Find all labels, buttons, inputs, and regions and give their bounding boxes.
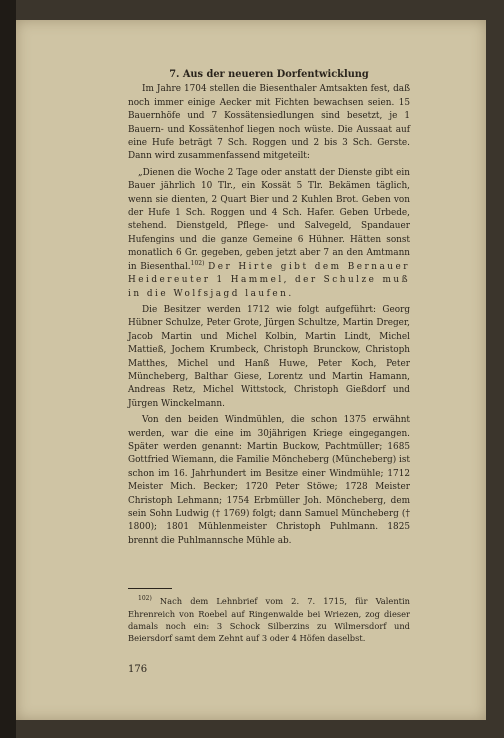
page-content [128,68,410,648]
paragraph-2-quote [128,167,410,301]
paragraph-1: Im Jahre 1704 stellen die Biesenthaler Amtsakten fest, daß noch immer einige Aecker mit Fichten bewachsen seien. 15 Bauernhöfe und 7 Kossätensiedlungen sind besetzt, je 1 Bauern- und Kossätenhof liegen noch wüste. Die Aussaat auf eine Hufe beträgt 7 Sch. Roggen und 2 bis 3 Sch. Gerste. Dann wird zusammenfassend mitgeteilt: [128,84,410,162]
footnote-text: Nach dem Lehnbrief vom 2. 7. 1715, für Valentin Ehrenreich von Roebel auf Ringenwalde bei Wriezen, zog dieser damals noch ein: 3 Schock Silberzins zu Wilmersdorf und Beiersdorf samt dem Zehnt auf 3 oder 4 Höfen daselbst. [128,596,410,644]
paragraph-3: Die Besitzer werden 1712 wie folgt aufgeführt: Georg Hübner Schulze, Peter Grote, Jürgen Schultze, Martin Dreger, Jacob Martin und Michel Kolbin, Martin Lindt, Michel Mattieß, Jochem Krumbeck, Christoph Brunckow, Christoph Matthes, Michel und Hanß Huwe, Peter Koch, Peter Müncheberg, Balthar Giese, Lorentz und Martin Hamann, Andreas Retz, Michel Wittstock, Christoph Gießdorf und Jürgen Winckelmann. [128,304,410,409]
paragraph-4: Von den beiden Windmühlen, die schon 1375 erwähnt werden, war die eine im 30jährigen Kriege eingegangen. Später werden genannt: Martin Buckow, Pachtmüller; 1685 Gottfried Wiemann, die Familie Möncheberg (Müncheberg) ist schon im 16. Jahrhundert im Besitze einer Windmühle; 1712 Meister Mich. Becker; 1720 Peter Stöwe; 1728 Meister Christoph Lehmann; 1754 Erbmüller Joh. Möncheberg, dem sein Sohn Ludwig († 1769) folgt; dann Samuel Müncheberg († 1800); 1801 Mühlenmeister Christoph Puhlmann. 1825 brennt die Puhlmannsche Mühle ab. [128,415,410,546]
quote-text-spaced: Der Hirte gibt dem Bernauer Heidereuter 1 Hammel, der Schulze muß in die Wolfsjagd laufen. [128,261,410,299]
footnote-reference: 102) [190,259,205,267]
section-title: 7. Aus der neueren Dorfentwicklung [169,69,369,80]
page-number: 176 [128,664,148,675]
book-spine [0,0,16,738]
footnote-marker: 102) [138,595,152,603]
footnote-divider [128,588,172,589]
footnote [128,595,410,645]
quote-text: „Dienen die Woche 2 Tage oder anstatt der Dienste gibt ein Bauer jährlich 10 Tlr., ein Kossät 5 Tlr. Bekämen täglich, wenn sie dienten, 2 Quart Bier und 2 Kuhlen Brot. Geben von der Hufe 1 Sch. Roggen und 4 Sch. Hafer. Geben Urbede, stehend. Dienstgeld, Pflege- und Salvegeld, Spandauer Hufengins und die ganze Gemeine 6 Hühner. Hätten sonst monatlich 6 Gr. gegeben, geben jetzt aber 7 an den Amtmann in Biesenthal. [128,167,410,272]
